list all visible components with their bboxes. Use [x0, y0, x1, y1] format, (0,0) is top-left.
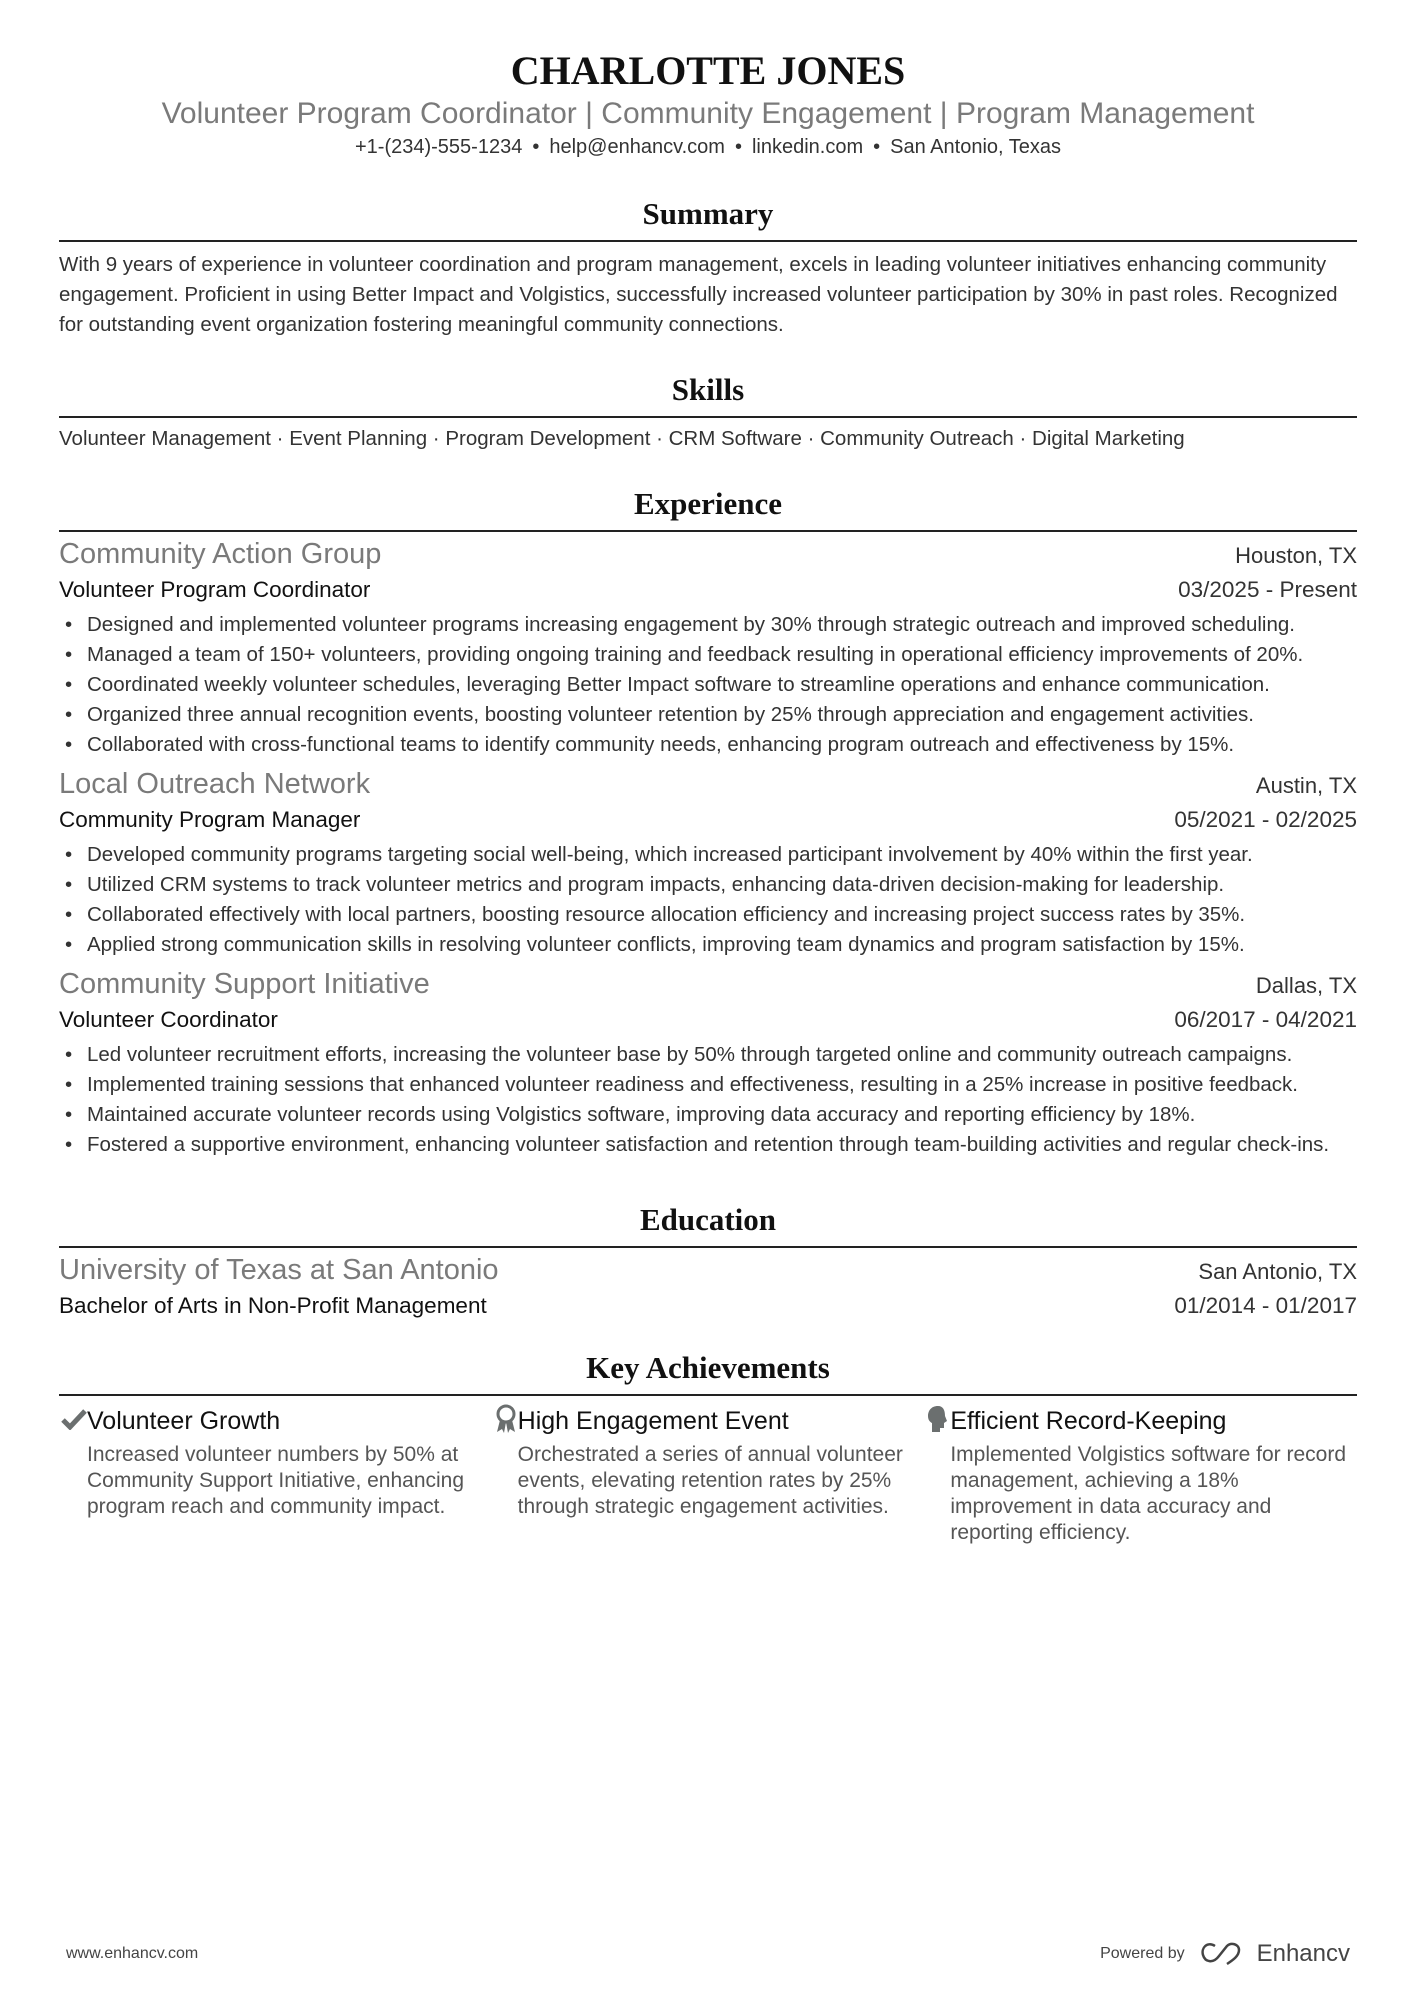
- job-bullet: • Applied strong communication skills in resolving volunteer conflicts, improving team dynamics and program satisfaction by 15%.: [59, 930, 1357, 960]
- contact-line: [59, 134, 1357, 160]
- achievement-description: Orchestrated a series of annual volunteer events, elevating retention rates by 25% through strategic engagement activities.: [517, 1443, 903, 1518]
- checkmark-icon: [59, 1404, 87, 1434]
- divider: [59, 1246, 1357, 1248]
- section-heading-summary: Summary: [642, 196, 774, 231]
- resume-page: [59, 0, 1357, 1546]
- divider: [59, 416, 1357, 418]
- job-location: Houston, TX: [1235, 543, 1357, 568]
- separator: |: [939, 97, 948, 130]
- divider: [59, 240, 1357, 242]
- job-bullet: • Coordinated weekly volunteer schedules, leveraging Better Impact software to streamline operations and enhance communication.: [59, 670, 1357, 700]
- phone: +1-(234)-555-1234: [354, 136, 523, 158]
- achievements-list: [59, 1404, 1357, 1546]
- job-bullet: • Organized three annual recognition events, boosting volunteer retention by 25% through appreciation and engagement activities.: [59, 700, 1357, 730]
- company-name: Community Action Group: [59, 538, 382, 570]
- achievement-title: High Engagement Event: [517, 1407, 789, 1435]
- job-bullet: • Implemented training sessions that enhanced volunteer readiness and effectiveness, resulting in a 25% increase in positive feedback.: [59, 1070, 1357, 1100]
- footer: [66, 1940, 1350, 1968]
- section-heading-achievements: Key Achievements: [586, 1350, 830, 1385]
- job-bullet: • Led volunteer recruitment efforts, increasing the volunteer base by 50% through targeted online and community outreach campaigns.: [59, 1040, 1357, 1070]
- headline-title: Program Management: [955, 97, 1255, 130]
- achievement-title: Volunteer Growth: [87, 1407, 281, 1435]
- company-name: Community Support Initiative: [59, 968, 430, 1000]
- job-bullet: • Utilized CRM systems to track volunteer metrics and program impacts, enhancing data-driven decision-making for leadership.: [59, 870, 1357, 900]
- company-name: Local Outreach Network: [59, 768, 371, 800]
- achievement-item: [59, 1404, 492, 1546]
- candidate-name: CHARLOTTE JONES: [510, 48, 906, 93]
- linkedin-link[interactable]: linkedin.com: [751, 136, 864, 158]
- powered-by-label: Powered by: [1100, 1945, 1185, 1962]
- job-location: Dallas, TX: [1255, 973, 1357, 998]
- enhancv-logo-icon: [1199, 1942, 1243, 1966]
- experience-entry: [59, 536, 1357, 760]
- head-brain-icon: [924, 1404, 950, 1434]
- skills-list: Volunteer Management · Event Planning · Program Development · CRM Software · Community Outreach · Digital Marketing: [59, 427, 1185, 450]
- experience-entry: [59, 966, 1357, 1160]
- achievement-item: [492, 1404, 925, 1546]
- job-dates: 03/2025 - Present: [1178, 577, 1357, 602]
- section-heading-education: Education: [639, 1202, 777, 1237]
- job-bullet: • Designed and implemented volunteer programs increasing engagement by 30% through strategic outreach and improved scheduling.: [59, 610, 1357, 640]
- job-location: Austin, TX: [1255, 773, 1357, 798]
- experience-entry: [59, 766, 1357, 960]
- job-bullet: • Collaborated effectively with local partners, boosting resource allocation efficiency and increasing project success rates by 35%.: [59, 900, 1357, 930]
- school-location: San Antonio, TX: [1198, 1259, 1357, 1284]
- headline-title: Community Engagement: [601, 97, 932, 130]
- job-bullet: • Developed community programs targeting social well-being, which increased participant involvement by 40% within the first year.: [59, 840, 1357, 870]
- job-bullets: [59, 1040, 1357, 1160]
- brand-name: Enhancv: [1256, 1940, 1350, 1967]
- job-dates: 06/2017 - 04/2021: [1174, 1007, 1357, 1032]
- job-title: Community Program Manager: [59, 807, 361, 832]
- degree: Bachelor of Arts in Non-Profit Management: [59, 1293, 487, 1318]
- job-bullet: • Managed a team of 150+ volunteers, providing ongoing training and feedback resulting in operational efficiency improvements of 20%.: [59, 640, 1357, 670]
- separator: |: [585, 97, 593, 130]
- school-name: University of Texas at San Antonio: [59, 1254, 499, 1286]
- divider: [59, 1394, 1357, 1396]
- education-dates: 01/2014 - 01/2017: [1174, 1293, 1357, 1318]
- email-link[interactable]: help@enhancv.com: [549, 136, 725, 158]
- divider: [59, 530, 1357, 532]
- section-heading-skills: Skills: [671, 372, 745, 407]
- separator: •: [734, 136, 742, 158]
- job-bullets: [59, 840, 1357, 960]
- award-ribbon-icon: [492, 1404, 518, 1434]
- section-heading-experience: Experience: [633, 486, 783, 521]
- job-bullets: [59, 610, 1357, 760]
- job-bullet: • Collaborated with cross-functional teams to identify community needs, enhancing program outreach and effectiveness by 15%.: [59, 730, 1357, 760]
- job-dates: 05/2021 - 02/2025: [1174, 807, 1357, 832]
- powered-by: [1100, 1940, 1350, 1968]
- headline-title: Volunteer Program Coordinator: [161, 97, 577, 130]
- achievement-description: Increased volunteer numbers by 50% at Community Support Initiative, enhancing program reach and community impact.: [87, 1443, 465, 1518]
- summary-text: With 9 years of experience in volunteer coordination and program management, excels in leading volunteer initiatives enhancing community engagement. Proficient in using Better Impact and Volgistics, successfully increased volunteer participation by 30% in past roles. Recognized for outstanding event organization fostering meaningful community connections.: [59, 253, 1338, 336]
- experience-list: [59, 536, 1357, 1160]
- website-link[interactable]: www.enhancv.com: [66, 1945, 199, 1962]
- achievement-description: Implemented Volgistics software for record management, achieving a 18% improvement in data accuracy and reporting efficiency.: [950, 1443, 1347, 1544]
- job-bullet: • Maintained accurate volunteer records using Volgistics software, improving data accuracy and reporting efficiency by 18%.: [59, 1100, 1357, 1130]
- achievement-title: Efficient Record-Keeping: [950, 1407, 1227, 1435]
- job-title: Volunteer Coordinator: [59, 1007, 278, 1032]
- separator: •: [532, 136, 540, 158]
- headline: [59, 96, 1357, 132]
- job-title: Volunteer Program Coordinator: [59, 577, 371, 602]
- education-entry: [59, 1252, 1357, 1324]
- job-bullet: • Fostered a supportive environment, enhancing volunteer satisfaction and retention through team-building activities and regular check-ins.: [59, 1130, 1357, 1160]
- achievement-item: [924, 1404, 1357, 1546]
- location: San Antonio, Texas: [890, 136, 1062, 158]
- separator: •: [873, 136, 881, 158]
